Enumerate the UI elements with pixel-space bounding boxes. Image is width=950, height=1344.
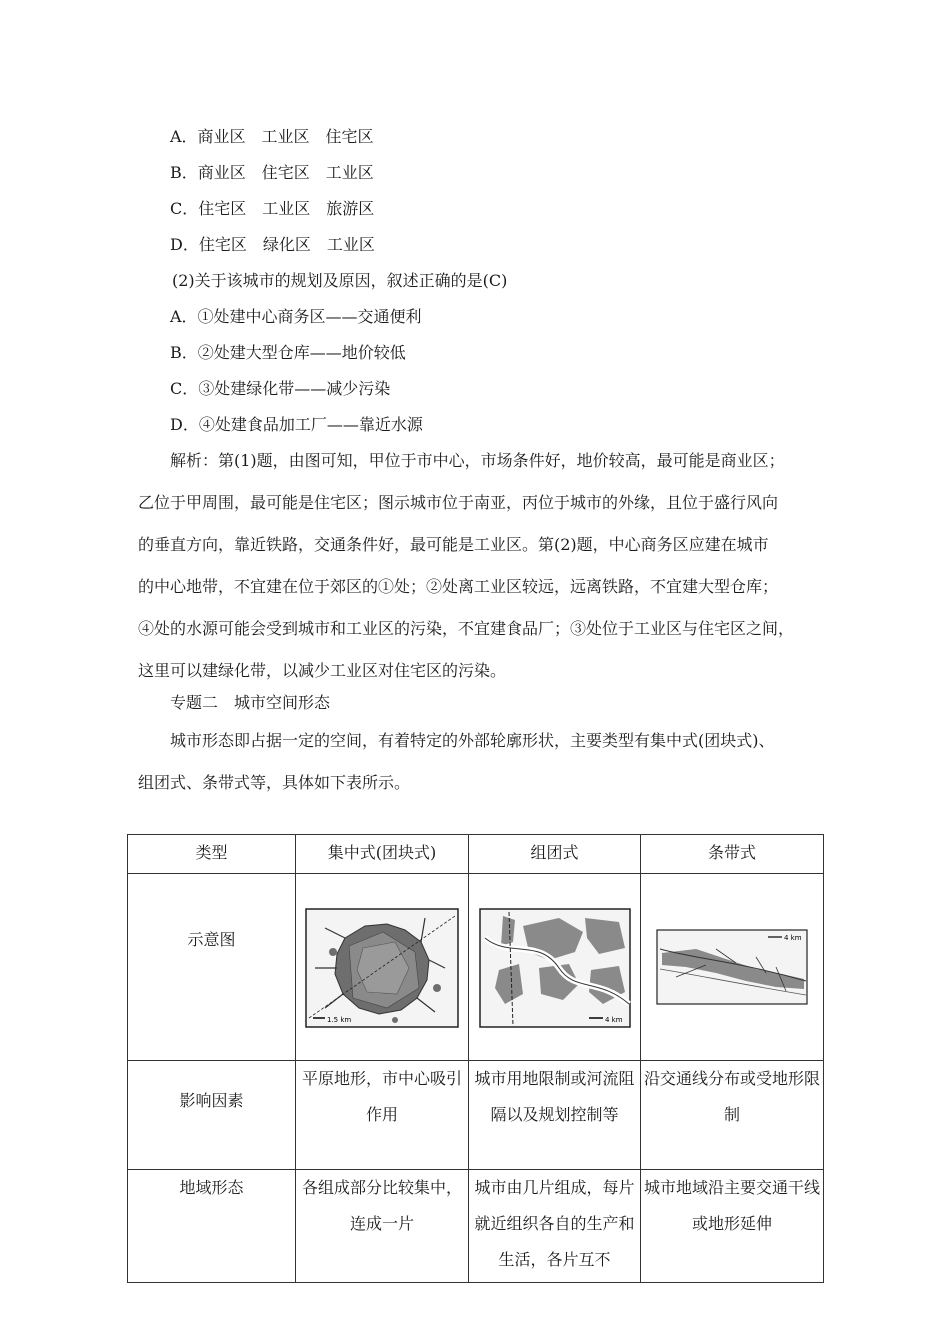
analysis-line: 解析：第(1)题，由图可知，甲位于市中心，市场条件好，地价较高，最可能是商业区； bbox=[138, 451, 785, 470]
analysis-line: ④处的水源可能会受到城市和工业区的污染，不宜建食品厂；③处位于工业区与住宅区之间， bbox=[138, 619, 795, 638]
diagram-cluster-cell bbox=[469, 874, 641, 1061]
scale-label: 4 km bbox=[784, 934, 802, 942]
table-row-diagram bbox=[128, 874, 824, 1061]
table-header-row bbox=[128, 835, 824, 874]
topic-heading: 专题二 城市空间形态 bbox=[138, 693, 331, 712]
factors-strip: 沿交通线分布或受地形限制 bbox=[641, 1061, 824, 1170]
factors-concentrated: 平原地形，市中心吸引作用 bbox=[296, 1061, 469, 1170]
question-2: (2)关于该城市的规划及原因，叙述正确的是(C) bbox=[172, 271, 508, 290]
scale-label: 4 km bbox=[604, 1016, 623, 1024]
q2-option-c: C．③处建绿化带——减少污染 bbox=[170, 379, 391, 398]
label-shape: 地域形态 bbox=[128, 1170, 296, 1283]
intro-line: 城市形态即占据一定的空间，有着特定的外部轮廓形状，主要类型有集中式(团块式)、 bbox=[138, 731, 775, 750]
header-type: 类型 bbox=[128, 835, 296, 874]
scale-label: 1.5 km bbox=[327, 1016, 352, 1024]
header-strip: 条带式 bbox=[641, 835, 824, 874]
q2-option-d: D．④处建食品加工厂——靠近水源 bbox=[170, 415, 423, 434]
shape-strip: 城市地域沿主要交通干线或地形延伸 bbox=[641, 1170, 824, 1283]
shape-cluster: 城市由几片组成，每片就近组织各自的生产和生活，各片互不 bbox=[469, 1170, 641, 1283]
analysis-line: 这里可以建绿化带，以减少工业区对住宅区的污染。 bbox=[138, 661, 507, 680]
diagram-strip-cell bbox=[641, 874, 824, 1061]
intro-paragraph bbox=[138, 730, 828, 800]
analysis-line: 乙位于甲周围，最可能是住宅区；图示城市位于南亚，丙位于城市的外缘，且位于盛行风向 bbox=[138, 493, 779, 512]
table-row-shape bbox=[128, 1170, 824, 1283]
city-form-table bbox=[127, 834, 824, 1283]
analysis-line: 的中心地带，不宜建在位于郊区的①处；②处离工业区较远，远离铁路，不宜建大型仓库； bbox=[138, 577, 779, 596]
label-factors: 影响因素 bbox=[128, 1061, 296, 1170]
q1-option-b: B．商业区 住宅区 工业区 bbox=[170, 163, 374, 182]
header-cluster: 组团式 bbox=[469, 835, 641, 874]
shape-concentrated: 各组成部分比较集中，连成一片 bbox=[296, 1170, 469, 1283]
diagram-concentrated-cell bbox=[296, 874, 469, 1061]
label-diagram: 示意图 bbox=[128, 874, 296, 1061]
analysis-line: 的垂直方向，靠近铁路，交通条件好，最可能是工业区。第(2)题，中心商务区应建在城市 bbox=[138, 535, 769, 554]
table-row-factors bbox=[128, 1061, 824, 1170]
q2-option-a: A．①处建中心商务区——交通便利 bbox=[170, 307, 422, 326]
strip-city-map bbox=[656, 929, 808, 1005]
q1-option-a: A．商业区 工业区 住宅区 bbox=[170, 127, 374, 146]
q2-option-b: B．②处建大型仓库——地价较低 bbox=[170, 343, 406, 362]
analysis-paragraph bbox=[138, 450, 828, 680]
intro-line: 组团式、条带式等，具体如下表所示。 bbox=[138, 773, 411, 792]
cluster-city-map bbox=[479, 908, 631, 1028]
q1-option-c: C．住宅区 工业区 旅游区 bbox=[170, 199, 375, 218]
factors-cluster: 城市用地限制或河流阻隔以及规划控制等 bbox=[469, 1061, 641, 1170]
concentrated-city-map bbox=[305, 908, 459, 1028]
q1-option-d: D．住宅区 绿化区 工业区 bbox=[170, 235, 375, 254]
header-concentrated: 集中式(团块式) bbox=[296, 835, 469, 874]
